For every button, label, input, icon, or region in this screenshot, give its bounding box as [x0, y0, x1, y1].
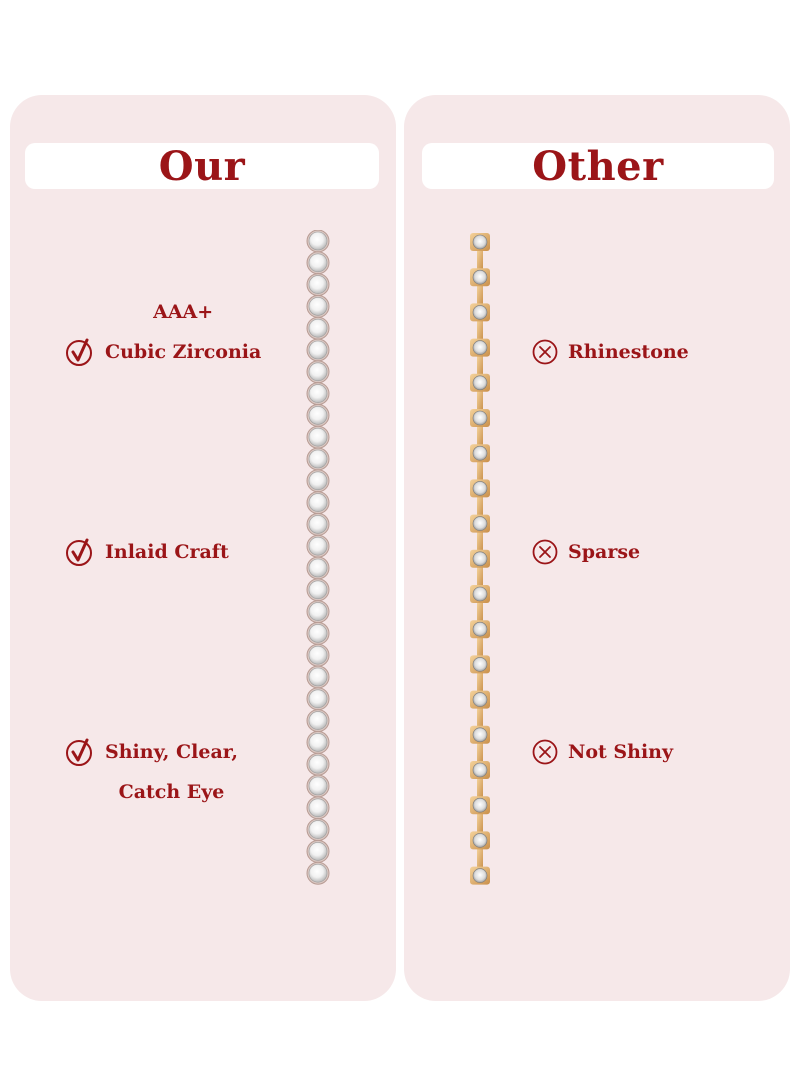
zirconia-stone — [309, 450, 327, 468]
feature-line: Catch Eye — [118, 781, 225, 803]
zirconia-stone — [309, 755, 327, 773]
feature-line: Shiny, Clear, — [105, 741, 238, 763]
zirconia-stone — [309, 821, 327, 839]
chain-link — [477, 426, 483, 447]
tennis-chain-image — [300, 230, 336, 900]
rhinestone — [473, 657, 487, 671]
zirconia-stone — [309, 363, 327, 381]
rhinestone — [473, 481, 487, 495]
chain-link — [477, 848, 483, 869]
chain-link — [477, 602, 483, 623]
zirconia-stone — [309, 712, 327, 730]
zirconia-stone — [309, 603, 327, 621]
zirconia-stone — [309, 799, 327, 817]
feature-sparse — [532, 532, 640, 572]
chain-link — [477, 320, 483, 341]
zirconia-stone — [309, 559, 327, 577]
our-panel — [10, 95, 396, 1001]
rhinestone — [473, 798, 487, 812]
rhinestone — [473, 376, 487, 390]
zirconia-stone — [309, 733, 327, 751]
feature-line: Rhinestone — [568, 341, 689, 363]
check-icon — [65, 737, 95, 767]
chain-link — [477, 496, 483, 517]
rhinestone-chain-image — [466, 232, 494, 897]
zirconia-stone — [309, 494, 327, 512]
rhinestone — [473, 270, 487, 284]
chain-link — [477, 532, 483, 553]
zirconia-stone — [309, 537, 327, 555]
zirconia-stone — [309, 319, 327, 337]
chain-link — [477, 250, 483, 271]
chain-link — [477, 813, 483, 834]
zirconia-stone — [309, 864, 327, 882]
zirconia-stone — [309, 385, 327, 403]
cross-icon — [532, 539, 558, 565]
zirconia-stone — [309, 232, 327, 250]
rhinestone — [473, 446, 487, 460]
other-title: Other — [422, 143, 774, 189]
rhinestone — [473, 235, 487, 249]
rhinestone — [473, 552, 487, 566]
chain-link — [477, 708, 483, 729]
zirconia-stone — [309, 254, 327, 272]
feature-line: Sparse — [568, 541, 641, 563]
rhinestone — [473, 763, 487, 777]
our-title: Our — [25, 143, 379, 189]
zirconia-stone — [309, 690, 327, 708]
other-panel — [404, 95, 790, 1001]
feature-rhinestone — [532, 332, 689, 372]
feature-inlaid-craft — [65, 532, 229, 572]
zirconia-stone — [309, 842, 327, 860]
rhinestone — [473, 833, 487, 847]
zirconia-stone — [309, 341, 327, 359]
feature-line: Not Shiny — [568, 741, 674, 763]
zirconia-stone — [309, 581, 327, 599]
zirconia-stone — [309, 646, 327, 664]
zirconia-stone — [309, 406, 327, 424]
zirconia-stone — [309, 428, 327, 446]
chain-link — [477, 461, 483, 482]
zirconia-stone — [309, 472, 327, 490]
zirconia-stone — [309, 297, 327, 315]
rhinestone — [473, 728, 487, 742]
feature-line: Inlaid Craft — [105, 541, 229, 563]
rhinestone — [473, 693, 487, 707]
feature-shiny — [65, 732, 238, 812]
rhinestone — [473, 869, 487, 883]
zirconia-stone — [309, 515, 327, 533]
chain-link — [477, 672, 483, 693]
zirconia-stone — [309, 777, 327, 795]
chain-link — [477, 567, 483, 588]
feature-not-shiny — [532, 732, 673, 772]
chain-link — [477, 356, 483, 377]
rhinestone — [473, 517, 487, 531]
chain-link — [477, 285, 483, 306]
chain-link — [477, 391, 483, 412]
cross-icon — [532, 339, 558, 365]
chain-link — [477, 743, 483, 764]
zirconia-stone — [309, 668, 327, 686]
check-icon — [65, 537, 95, 567]
check-icon — [65, 337, 95, 367]
chain-link — [477, 778, 483, 799]
rhinestone — [473, 305, 487, 319]
feature-line: Cubic Zirconia — [105, 341, 262, 363]
cross-icon — [532, 739, 558, 765]
rhinestone — [473, 341, 487, 355]
feature-line: AAA+ — [153, 301, 214, 323]
chain-link — [477, 637, 483, 658]
rhinestone — [473, 411, 487, 425]
rhinestone — [473, 587, 487, 601]
feature-cubic-zirconia — [65, 292, 261, 372]
zirconia-stone — [309, 276, 327, 294]
zirconia-stone — [309, 624, 327, 642]
rhinestone — [473, 622, 487, 636]
